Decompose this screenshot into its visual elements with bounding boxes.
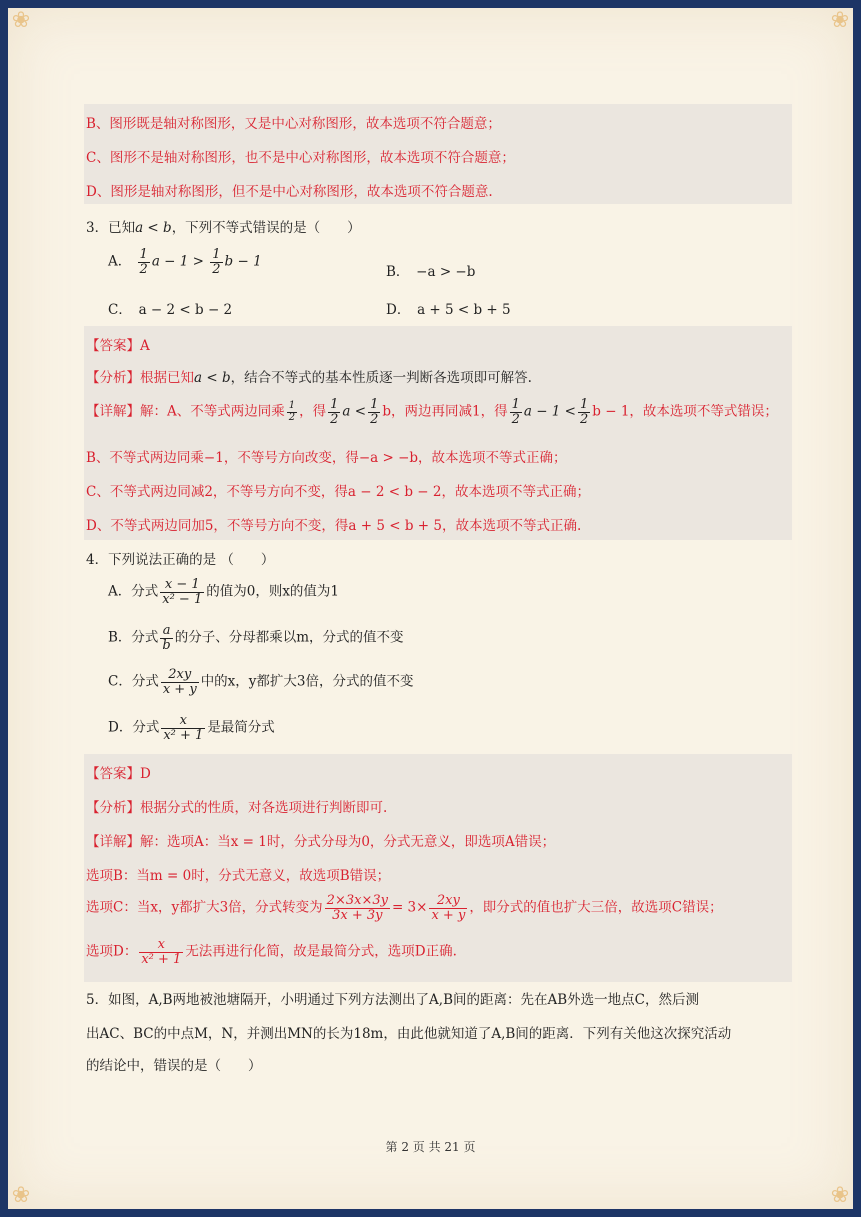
q3-option-c: C． a − 2 < b − 2 (108, 302, 233, 318)
q3-explain-b: B、不等式两边同乘−1，不等号方向改变，得−a > −b，故本选项不等式正确； (86, 450, 567, 466)
q5-line-1: 5．如图，A,B两地被池塘隔开，小明通过下列方法测出了A,B间的距离：先在AB外选一地点C，然后测 (86, 992, 700, 1008)
q5-line-2: 出AC、BC的中点M，N，并测出MN的长为18m，由此他就知道了A,B间的距离．下列有关他这次探究活动 (86, 1026, 732, 1042)
q4-option-b: B．分式 $\frac{a}{b}$ 的分子、分母都乘以m，分式的值不变 (108, 623, 404, 653)
q3-option-a: A． $\frac{1}{2}$ a − 1 > $\frac{1}{2}$ b − 1 (108, 247, 262, 277)
q2-option-c-explain: C、图形不是轴对称图形，也不是中心对称图形，故本选项不符合题意； (86, 150, 515, 166)
q4-analysis: 【分析】根据分式的性质，对各选项进行判断即可. (86, 800, 388, 816)
corner-ornament-icon: ❀ (830, 1183, 850, 1208)
page (8, 8, 853, 1209)
q4-detail: 【详解】解：选项A：当x = 1时，分式分母为0，分式无意义，即选项A错误； (86, 834, 556, 850)
q4-option-c: C．分式 $\frac{2xy}{x + y}$ 中的x，y都扩大3倍，分式的值不变 (108, 667, 414, 697)
q4-option-a: A．分式 $\frac{x - 1}{\text{x² − 1}}$ 的值为0，则x的值为1 (108, 577, 340, 607)
q3-answer: 【答案】A (86, 338, 150, 354)
corner-ornament-icon: ❀ (830, 8, 850, 33)
q3-detail: 【详解】解：A、不等式两边同乘 $\frac{1}{2}$ ，得 $\frac{1}{2}$ a < $\frac{1}{2}$ b，两边再同减1，得 $\frac{1}{2}$ a − 1 < $\frac{1}{2}$ b − 1，故本选项不等式错误； (86, 397, 778, 427)
q3-analysis: 【分析】根据已知a < b，结合不等式的基本性质逐一判断各选项即可解答. (86, 370, 532, 386)
q3-explain-c: C、不等式两边同减2，不等号方向不变，得a − 2 < b − 2，故本选项不等式正确； (86, 484, 590, 500)
q4-explain-c: 选项C：当x，y都扩大3倍，分式转变为 $\frac{2\times 3x\times 3y}{3x + 3y}$ = 3× $\frac{2xy}{x + y}$ ，即分式的值也扩大三倍，故选项C错误； (86, 893, 723, 923)
q2-option-b-explain: B、图形既是轴对称图形，又是中心对称图形，故本选项不符合题意； (86, 116, 501, 132)
q4-explain-d: 选项D： $\frac{x}{\text{x² + 1}}$ 无法再进行化简，故是最简分式，选项D正确. (86, 937, 457, 967)
q4-answer: 【答案】D (86, 766, 151, 782)
page-number: 第 2 页 共 21 页 (385, 1140, 476, 1154)
q3-option-d: D． a + 5 < b + 5 (386, 302, 511, 318)
q4-option-d: D．分式 $\frac{x}{\text{x² + 1}}$ 是最简分式 (108, 713, 275, 743)
q4-explain-b: 选项B：当m = 0时，分式无意义，故选项B错误； (86, 868, 391, 884)
q3-stem: 3．已知a < b，下列不等式错误的是（ ） (86, 220, 361, 236)
corner-ornament-icon: ❀ (11, 8, 31, 33)
corner-ornament-icon: ❀ (11, 1183, 31, 1208)
q3-option-b: B． −a > −b (386, 264, 476, 280)
answer-shade (84, 326, 792, 540)
q3-explain-d: D、不等式两边同加5，不等号方向不变，得a + 5 < b + 5，故本选项不等式正确. (86, 518, 582, 534)
q5-line-3: 的结论中，错误的是（ ） (86, 1058, 262, 1074)
q2-option-d-explain: D、图形是轴对称图形，但不是中心对称图形，故本选项不符合题意. (86, 184, 493, 200)
q4-stem: 4．下列说法正确的是 （ ） (86, 552, 275, 568)
